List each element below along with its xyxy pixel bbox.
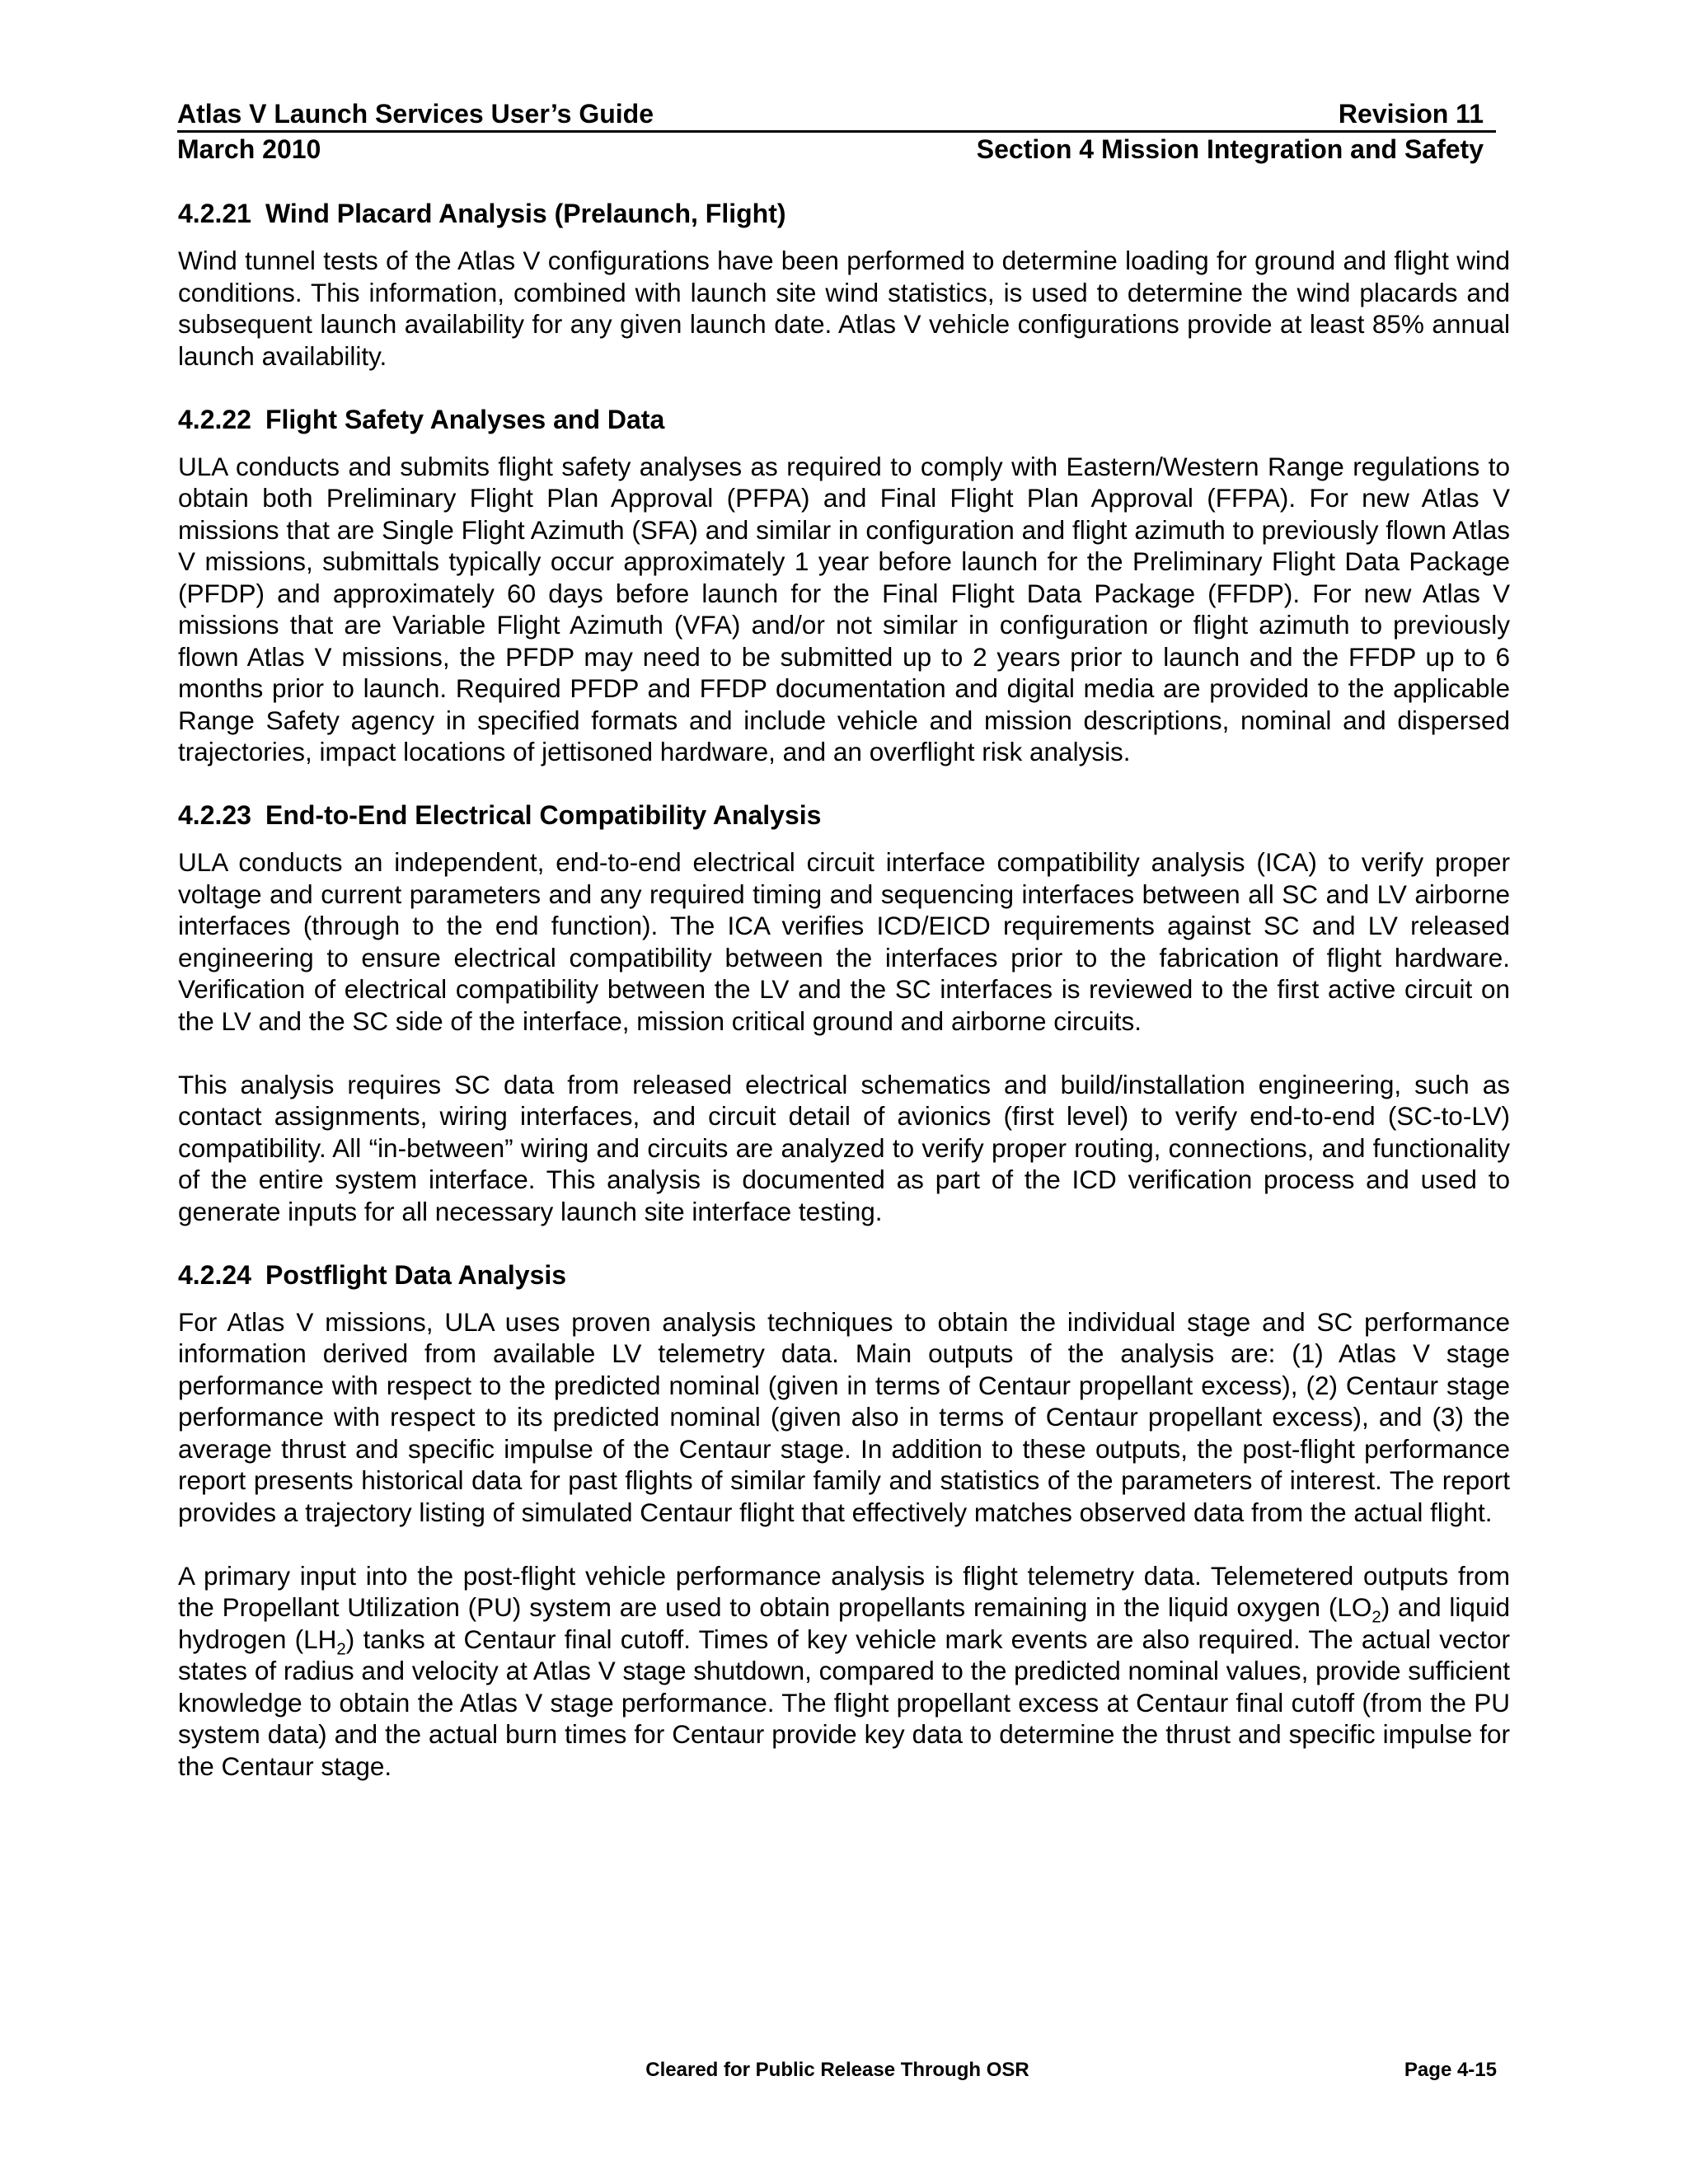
section-number: 4.2.24	[178, 1259, 251, 1290]
body-paragraph: ULA conducts an independent, end-to-end electrical circuit interface compatibility analysis (ICA) to verify proper voltage and current parameters and any required timing and sequencing interfaces between all SC and LV airborne interfaces (through to the end function). The ICA verifies ICD/EICD requirements against SC and LV released engineering to ensure electrical compatibility between the interfaces prior to the fabrication of flight hardware. Verification of electrical compatibility between the LV and the SC interfaces is reviewed to the first active circuit on the LV and the SC side of the interface, mission critical ground and airborne circuits.	[178, 847, 1510, 1036]
section-heading	[178, 1259, 1510, 1291]
release-notice: Cleared for Public Release Through OSR	[645, 2059, 1029, 2081]
body-paragraph: ULA conducts and submits flight safety analyses as required to comply with Eastern/Western Range regulations to obtain both Preliminary Flight Plan Approval (PFPA) and Final Flight Plan Approval (FFPA). For new Atlas V missions that are Single Flight Azimuth (SFA) and similar in configuration and flight azimuth to previously flown Atlas V missions, submittals typically occur approximately 1 year before launch for the Preliminary Flight Data Package (PFDP) and approximately 60 days before launch for the Final Flight Data Package (FFDP). For new Atlas V missions that are Variable Flight Azimuth (VFA) and/or not similar in configuration or flight azimuth to previously flown Atlas V missions, the PFDP may need to be submitted up to 2 years prior to launch and the FFDP up to 6 months prior to launch. Required PFDP and FFDP documentation and digital media are provided to the applicable Range Safety agency in specified formats and include vehicle and mission descriptions, nominal and dispersed trajectories, impact locations of jettisoned hardware, and an overflight risk analysis.	[178, 451, 1510, 766]
page-number: Page 4-15	[1404, 2059, 1497, 2081]
text-segment: ) and liquid hydrogen (LH	[178, 1592, 1510, 1654]
section-flight-safety-analyses	[178, 404, 1510, 768]
body-paragraph-telemetry	[178, 1560, 1510, 1783]
text-segment: A primary input into the post-flight vehicle performance analysis is flight telemetry data. Telemetered outputs from the Propellant Utilization (PU) system are used to obtain propellants remaining in the liquid oxygen (LO	[178, 1560, 1510, 1622]
subscript: 2	[1372, 1607, 1381, 1627]
section-number: 4.2.22	[178, 404, 251, 434]
section-title: Wind Placard Analysis (Prelaunch, Flight)	[265, 199, 786, 228]
text-segment: ) tanks at Centaur final cutoff. Times of key vehicle mark events are also required. The actual vector states of radius and velocity at Atlas V stage shutdown, compared to the predicted nominal values, provide sufficient knowledge to obtain the Atlas V stage performance. The flight propellant excess at Centaur final cutoff (from the PU system data) and the actual burn times for Centaur provide key data to determine the thrust and specific impulse for the Centaur stage.	[178, 1624, 1510, 1781]
subscript: 2	[336, 1638, 346, 1658]
document-title: Atlas V Launch Services User’s Guide	[177, 99, 654, 129]
section-title: Flight Safety Analyses and Data	[265, 404, 665, 434]
section-number: 4.2.21	[178, 199, 251, 228]
section-heading	[178, 404, 1510, 435]
body-paragraph: For Atlas V missions, ULA uses proven analysis techniques to obtain the individual stage and SC performance information derived from available LV telemetry data. Main outputs of the analysis are: (1) Atlas V stage performance with respect to the predicted nominal (given in terms of Centaur propellant excess), (2) Centaur stage performance with respect to its predicted nominal (given also in terms of Centaur propellant excess), and (3) the average thrust and specific impulse of the Centaur stage. In addition to these outputs, the post-flight performance report presents historical data for past flights of similar family and statistics of the parameters of interest. The report provides a trajectory listing of simulated Centaur flight that effectively matches observed data from the actual flight.	[178, 1306, 1510, 1527]
body-paragraph: Wind tunnel tests of the Atlas V configurations have been performed to determine loading for ground and flight wind conditions. This information, combined with launch site wind statistics, is used to determine the wind placards and subsequent launch availability for any given launch date. Atlas V vehicle configurations provide at least 85% annual launch availability.	[178, 246, 1510, 371]
section-number: 4.2.23	[178, 800, 251, 830]
section-heading	[178, 799, 1510, 831]
header-divider	[177, 130, 1496, 133]
header-row-bottom	[177, 133, 1496, 166]
section-heading	[178, 198, 1510, 229]
header-row-top	[177, 97, 1496, 130]
page-content	[178, 198, 1510, 1814]
page-header	[177, 97, 1496, 166]
section-title: End-to-End Electrical Compatibility Analysis	[265, 800, 822, 830]
section-label: Section 4 Mission Integration and Safety	[976, 134, 1484, 164]
document-date: March 2010	[177, 134, 321, 164]
section-electrical-compatibility-analysis	[178, 799, 1510, 1227]
body-paragraph: This analysis requires SC data from released electrical schematics and build/installation engineering, such as contact assignments, wiring interfaces, and circuit detail of avionics (first level) to verify end-to-end (SC-to-LV) compatibility. All “in-between” wiring and circuits are analyzed to verify proper routing, connections, and functionality of the entire system interface. This analysis is documented as part of the ICD verification process and used to generate inputs for all necessary launch site interface testing.	[178, 1069, 1510, 1226]
revision-label: Revision 11	[1338, 99, 1484, 129]
section-postflight-data-analysis	[178, 1259, 1510, 1783]
section-wind-placard-analysis	[178, 198, 1510, 372]
section-title: Postflight Data Analysis	[265, 1259, 567, 1290]
page-footer	[178, 2054, 1497, 2087]
